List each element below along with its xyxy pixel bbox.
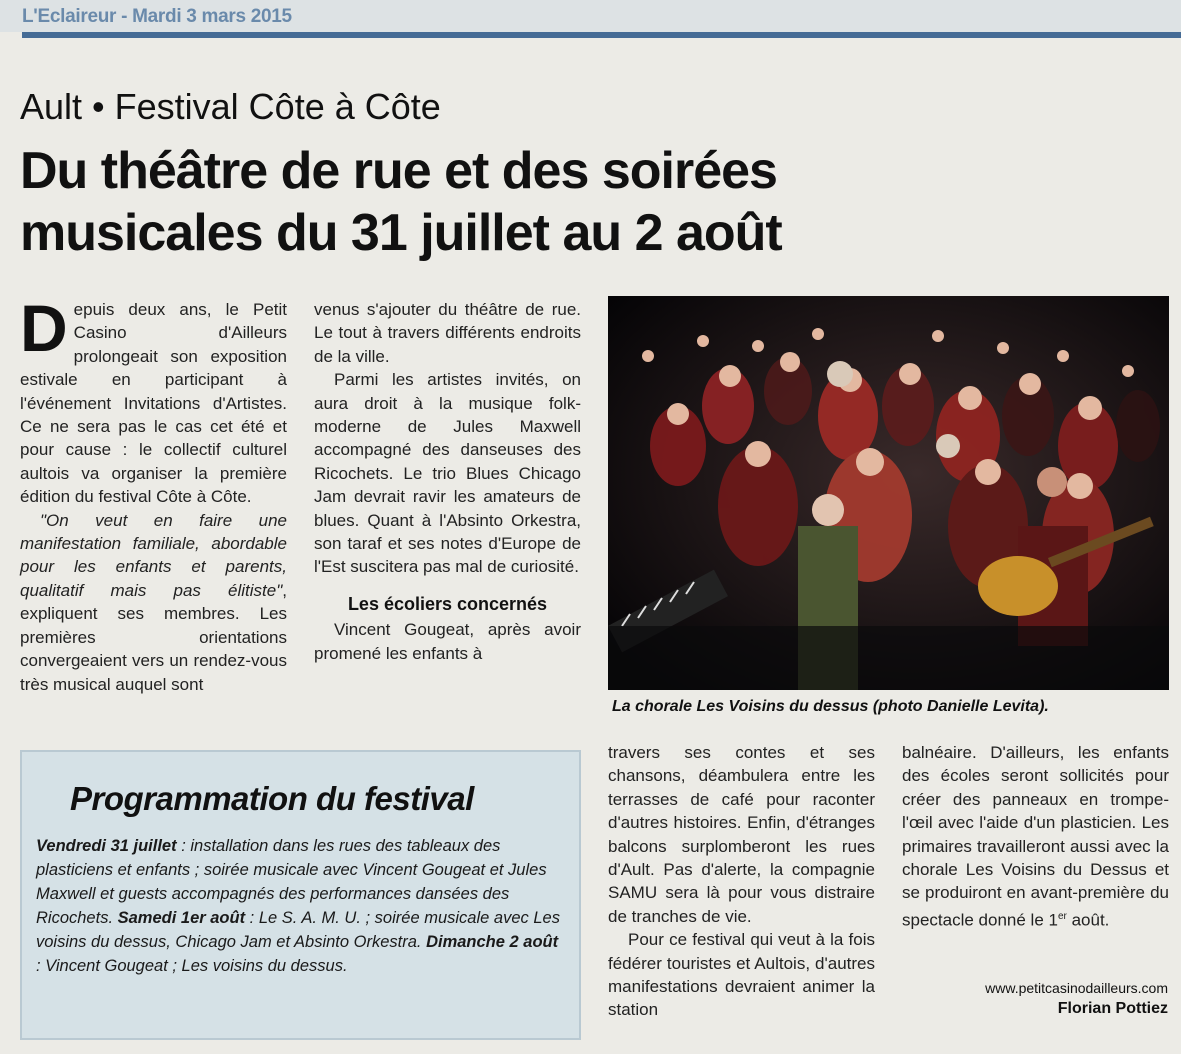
column-1-paragraph-1: Depuis deux ans, le Petit Casino d'Ailleurs prolongeait son exposition estivale en participant à l'événement Invitations d'Artistes. Ce ne sera pas le cas cet été et pour cause : le collectif culturel aultois va organiser la première édition du festival Côte à Côte. [20,291,287,507]
website-link[interactable]: www.petitcasinodailleurs.com [985,980,1168,996]
column-3-paragraph-1: travers ses contes et ses chansons, déambulera entre les terrasses de café pour raconter d'autres histoires. Enfin, d'étranges balcons surplomberont les rues d'Ault. Pas d'alerte, la compagnie SAMU sera là pour vous distraire de tranches de vie. [608,743,875,926]
day-3-label: Dimanche 2 août [426,933,559,951]
column-4-paragraph-1: balnéaire. D'ailleurs, les enfants des écoles seront sollicités pour créer des panneaux en trompe-l'œil avec l'aide d'un plasticien. Les primaires travailleront aussi avec la chorale Les Voisins du Dessus et se produiront en avant-première du spectacle donné le 1er août. [902,743,1169,930]
day-1-label: Vendredi 31 juillet [36,837,177,855]
programme-body [36,834,566,978]
column-2-paragraph-2: Parmi les artistes invités, on aura droit à la musique folk-moderne de Jules Maxwell accompagné des danseuses des Ricochets. Le trio Blues Chicago Jam devrait ravir les amateurs de blues. Quant à l'Absinto Orkestra, son taraf et ses notes d'Europe de l'Est suscitera pas mal de curiosité. [314,370,581,577]
programme-title: Programmation du festival [70,780,474,817]
newspaper-date-line: L'Eclaireur - Mardi 3 mars 2015 [22,6,292,27]
column-1-paragraph-2: "On veut en faire une manifestation familiale, abordable pour les enfants et parents, qualitatif mais pas élitiste", expliquent ses membres. Les premières orientations convergeaient vers un rendez-vous très musical auquel sont [20,510,287,694]
choir-photo [608,296,1169,690]
day-1-text: : installation dans les rues des tableaux des plasticiens et enfants ; soirée musicale avec Vincent Gougeat et Jules Maxwell et guests accompagnés des performances dansées des Ricochets. [36,837,547,927]
day-3-text: : Vincent Gougeat ; Les voisins du dessus. [36,957,348,975]
day-2-label: Samedi 1er août [117,909,246,927]
article-column-1 [20,291,287,696]
column-3-paragraph-2: Pour ce festival qui veut à la fois fédérer touristes et Aultois, d'autres manifestations devraient animer la station [608,930,875,1020]
headline-line-2: musicales du 31 juillet au 2 août [20,204,782,262]
day-2-text: : Le S. A. M. U. ; soirée musicale avec Les voisins du dessus, Chicago Jam et Absinto Orkestra. [36,909,560,951]
choir-photo-illustration [608,296,1169,690]
column-2-paragraph-1: venus s'ajouter du théâtre de rue. Le tout à travers différents endroits de la ville. [314,300,581,366]
article-column-2 [314,298,581,665]
programme-box [20,750,581,1040]
article-headline [20,140,960,264]
drop-cap: D [20,291,68,365]
author-signature: Florian Pottiez [1057,1000,1168,1017]
article-kicker: Ault • Festival Côte à Côte [20,86,441,127]
members-quote: "On veut en faire une manifestation familiale, abordable pour les enfants et parents, qualitatif mais pas élitiste" [20,510,287,600]
headline-line-1: Du théâtre de rue et des soirées [20,142,777,200]
column-2-paragraph-3: Vincent Gougeat, après avoir promené les enfants à [314,620,581,663]
photo-caption: La chorale Les Voisins du dessus (photo Danielle Levita). [612,698,1049,715]
header-rule [22,32,1181,38]
article-column-3 [608,741,875,1022]
section-subhead: Les écoliers concernés [347,593,548,614]
article-column-4 [902,741,1169,932]
